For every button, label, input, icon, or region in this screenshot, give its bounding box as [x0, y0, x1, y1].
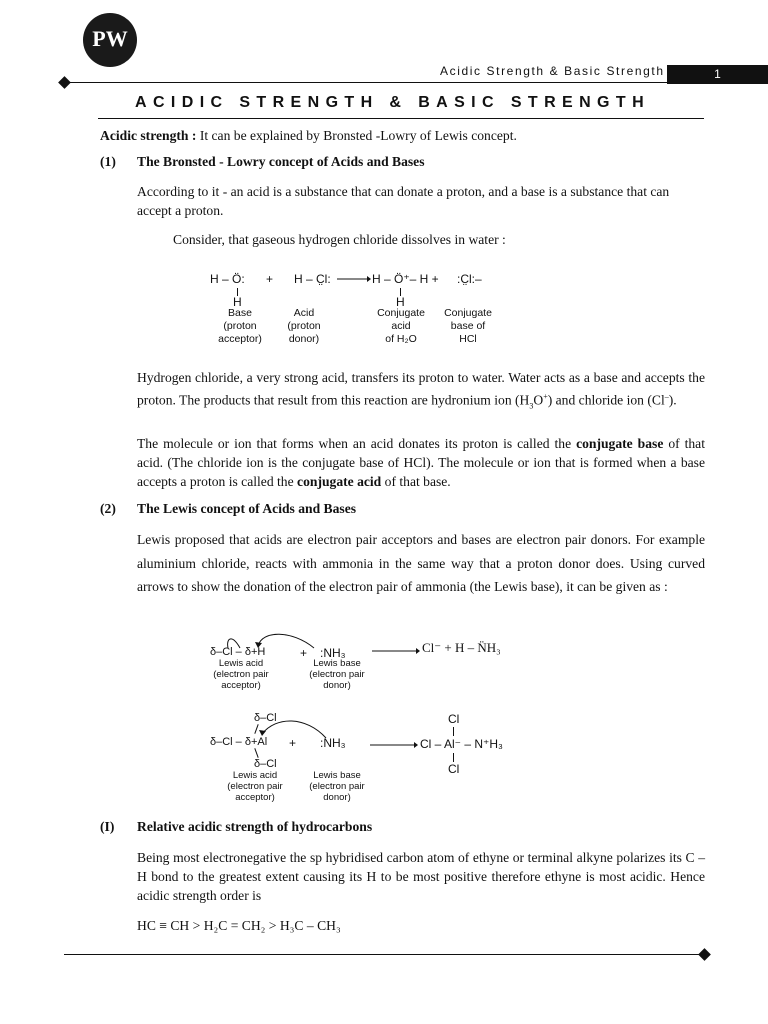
hydronium-h: H	[396, 295, 405, 309]
lewis2-prod-top: Cl	[448, 712, 460, 726]
lewis2-acid-label: Lewis acid (electron pair acceptor)	[227, 770, 283, 803]
lewis2-base-label: Lewis base (electron pair donor)	[309, 770, 365, 803]
term-conjugate-acid: conjugate acid	[297, 474, 382, 489]
section2-title: The Lewis concept of Acids and Bases	[137, 501, 357, 516]
page-number: 1	[714, 67, 721, 81]
eq-arrow	[337, 274, 371, 284]
footer-rule	[64, 954, 704, 955]
sectionI-title: Relative acidic strength of hydrocarbons	[137, 819, 373, 834]
eq-hydronium: H – Ö⁺– H +	[372, 272, 439, 286]
diamond-left	[58, 76, 71, 89]
lewis1-base: :NH₃	[320, 646, 346, 660]
eq-water: H – Ö:	[210, 272, 245, 286]
lewis2-plus: +	[289, 736, 297, 750]
intro-text: It can be explained by Bronsted -Lowry of Lewis concept.	[199, 128, 517, 143]
logo	[82, 12, 138, 68]
label-conj-base: Conjugate base of HCl	[444, 307, 492, 345]
page-number-box	[667, 65, 768, 84]
sectionI-para1: Being most electronegative the sp hybridised carbon atom of ethyne or terminal alkyne polarizes its C – H bond to the greatest extent causing its H to be most positive therefore ethyne is most acidic. Hence acidic strength order is	[137, 850, 705, 903]
water-h: H	[233, 295, 242, 309]
lewis1-acid-label: Lewis acid (electron pair acceptor)	[213, 658, 269, 691]
lewis1-arrow	[372, 646, 420, 656]
lewis2-arrow	[370, 740, 418, 750]
label-acid: Acid (proton donor)	[287, 307, 321, 345]
lewis1-plus: +	[300, 646, 308, 660]
lewis2-prod-top-bond	[453, 727, 454, 736]
lewis1-acid: δ–Cl – δ+H	[210, 646, 266, 658]
page-title: ACIDIC STRENGTH & BASIC STRENGTH	[135, 94, 651, 111]
title-rule	[98, 118, 704, 119]
section1-para1: According to it - an acid is a substance that can donate a proton, and a base is a substance that can accept a proton.	[137, 184, 670, 218]
section1-para2: Consider, that gaseous hydrogen chloride dissolves in water :	[173, 232, 506, 247]
acidity-order: HC ≡ CH > H₂C = CH₂ > H₃C – CH₃	[137, 918, 341, 933]
section1-number: (1)	[100, 154, 116, 169]
section2-para1: Lewis proposed that acids are electron pair acceptors and bases are electron pair donors. For example aluminium chloride, reacts with ammonia in the same way that a proton donor does. Using curved arrows to show the donation of the electron pair of ammonia (the Lewis base), it can be given as :	[137, 532, 705, 594]
lewis2-middle: δ–Cl – δ+Al	[210, 736, 268, 748]
section1-title: The Bronsted - Lowry concept of Acids and Bases	[137, 154, 425, 169]
eq-plus: +	[266, 272, 274, 286]
section1-para4: The molecule or ion that forms when an acid donates its proton is called the conjugate base of that acid. (The chloride ion is the conjugate base of HCl). The molecule or ion that is formed when a base accepts a proton is called the conjugate acid of that base.	[137, 436, 705, 489]
lewis1-base-label: Lewis base (electron pair donor)	[309, 658, 365, 691]
lewis2-top-cl: δ–Cl	[254, 712, 277, 724]
lewis1-product: Cl⁻ + H – N̈H₃	[422, 640, 501, 655]
logo-text: PW	[92, 26, 128, 51]
term-conjugate-base: conjugate base	[576, 436, 664, 451]
lewis2-base: :NH₃	[320, 736, 346, 750]
lewis2-prod-bottom: Cl	[448, 762, 460, 776]
running-title: Acidic Strength & Basic Strength	[440, 64, 665, 78]
lewis2-prod-mid: Cl – Al⁻ – N⁺H₃	[420, 737, 503, 751]
section1-para3: Hydrogen chloride, a very strong acid, transfers its proton to water. Water acts as a base and accepts the proton. The products that result from this reaction are hydronium ion $(H_3O^+)$ and chloride ion (Cl–).	[137, 370, 705, 411]
section2-number: (2)	[100, 501, 116, 516]
diamond-right	[698, 948, 711, 961]
sectionI-number: (I)	[100, 819, 115, 834]
lewis2-bottom-cl: δ–Cl	[254, 758, 277, 770]
lewis2-prod-bottom-bond	[453, 753, 454, 762]
lewis2-bottom-bond	[254, 748, 258, 758]
intro-label: Acidic strength :	[100, 128, 197, 143]
eq-hcl: H – C̤l:	[294, 272, 331, 286]
label-base: Base (proton acceptor)	[218, 307, 262, 345]
eq-chloride: :C̤l:–	[457, 272, 482, 286]
intro-line	[100, 126, 517, 145]
header-rule	[66, 82, 668, 83]
label-conj-acid: Conjugate acid of H₂O	[377, 307, 425, 345]
